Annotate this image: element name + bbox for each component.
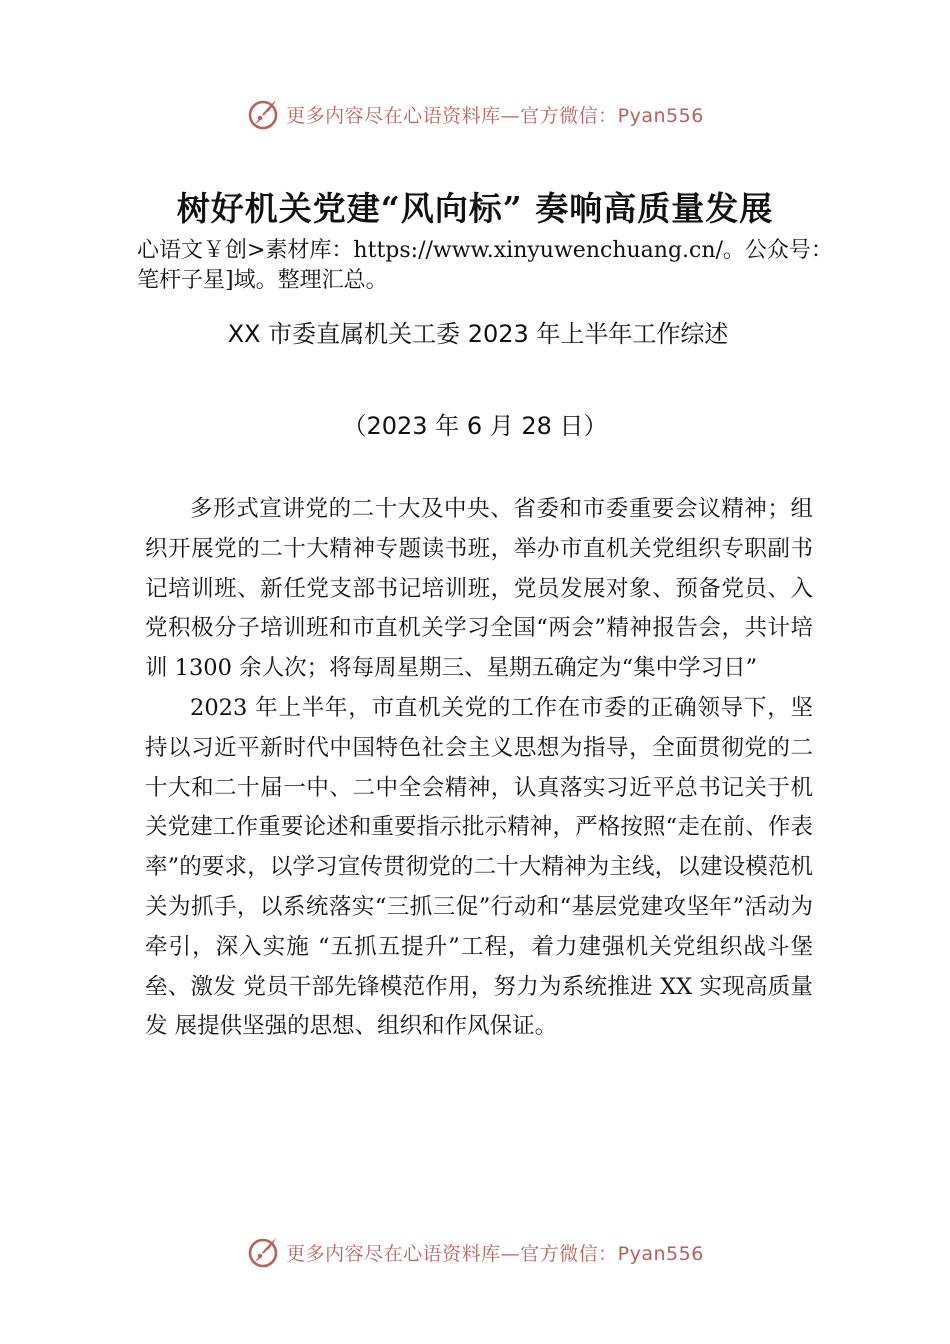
quill-seal-icon [246, 97, 280, 131]
document-body [145, 490, 813, 1047]
footer-watermark-banner [0, 1230, 950, 1274]
quill-seal-icon [246, 1235, 280, 1269]
document-date: （2023 年 6 月 28 日） [342, 412, 608, 440]
source-note: 心语文￥创>素材库：https://www.xinyuwenchuang.cn/。公众号：笔杆子星]域。整理汇总。 [137, 238, 833, 293]
header-watermark-text: 更多内容尽在心语资料库—官方微信：Pyan556 [286, 104, 704, 127]
header-watermark-banner [0, 92, 950, 136]
body-paragraph: 多形式宣讲党的二十大及中央、省委和市委重要会议精神；组织开展党的二十大精神专题读书班，举办市直机关党组织专职副书记培训班、新任党支部书记培训班，党员发展对象、预备党员、入党积极分子培训班和市直机关学习全国“两会”精神报告会，共计培训 1300 余人次；将每周星期三、星期五确定为“集中学习日” [145, 496, 813, 682]
document-title: 树好机关党建“风向标” 奏响高质量发展 [176, 189, 774, 228]
body-paragraph: 2023 年上半年，市直机关党的工作在市委的正确领导下，坚持以习近平新时代中国特色社会主义思想为指导，全面贯彻党的二十大和二十届一中、二中全会精神，认真落实习近平总书记关于机关党建工作重要论述和重要指示批示精神，严格按照“走在前、作表率”的要求，以学习宣传贯彻党的二十大精神为主线，以建设模范机关为抓手，以系统落实“三抓三促”行动和“基层党建攻坚年”活动为牵引，深入实施 “五抓五提升”工程，着力建强机关党组织战斗堡垒、激发 党员干部先锋模范作用，努力为系统推进 XX 实现高质量发 展提供坚强的思想、组织和作风保证。 [145, 694, 813, 1040]
footer-watermark-text: 更多内容尽在心语资料库—官方微信：Pyan556 [286, 1242, 704, 1265]
document-subtitle: XX 市委直属机关工委 2023 年上半年工作综述 [227, 320, 729, 348]
